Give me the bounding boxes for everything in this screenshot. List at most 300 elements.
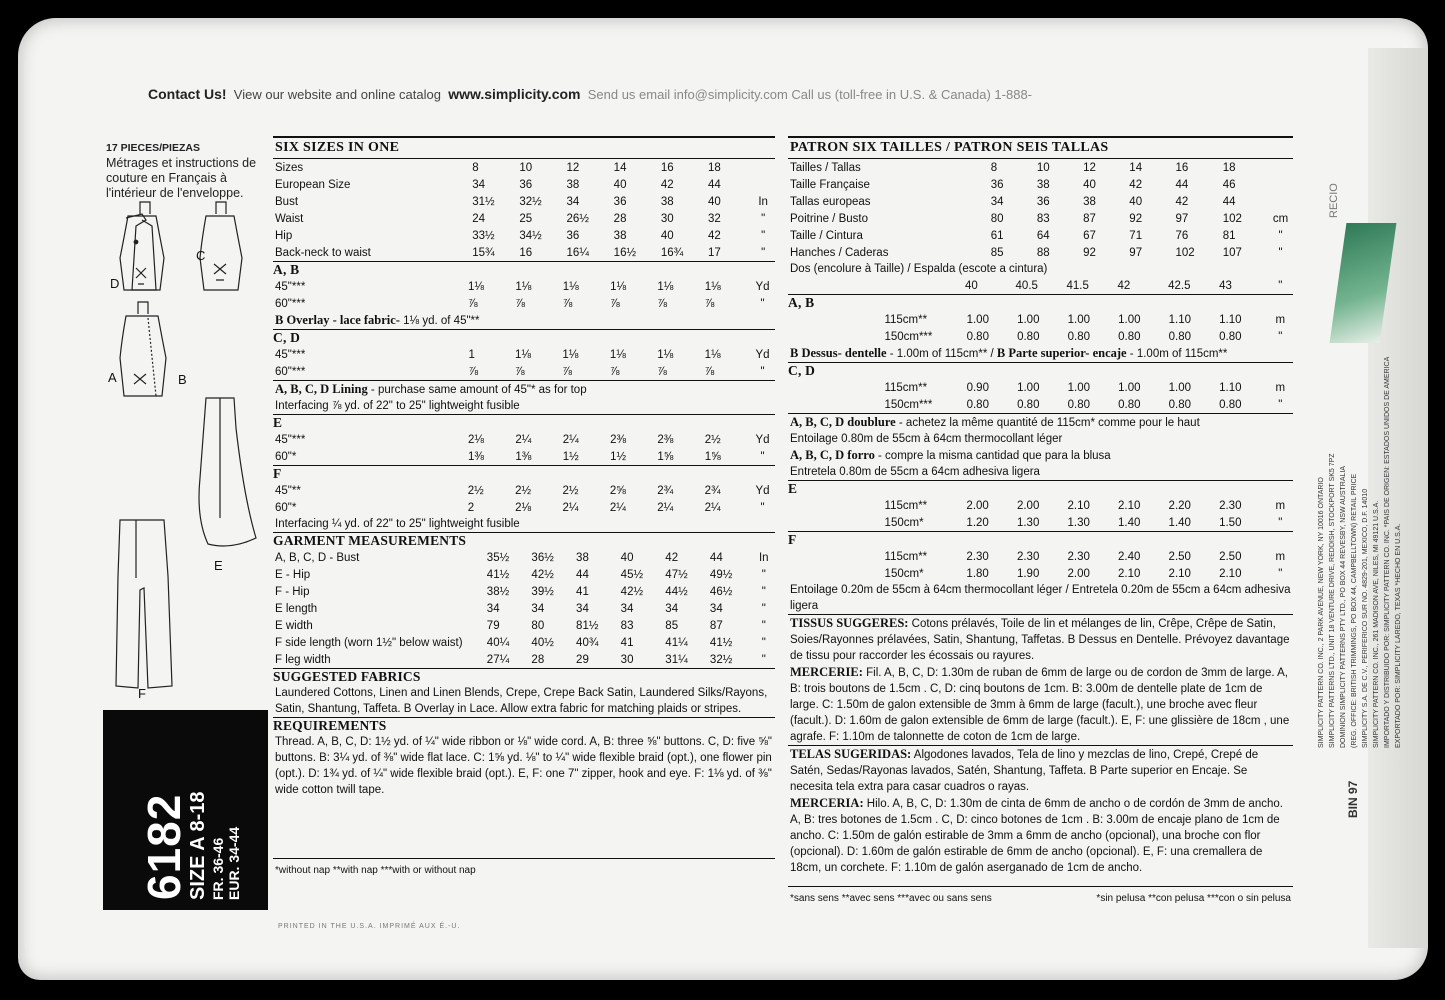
row-label: A, B, C, D - Bust <box>275 551 360 564</box>
row-unit: " <box>761 653 766 666</box>
row-value: 0.80 <box>1067 330 1090 343</box>
contact-text: View our website and online catalog <box>233 87 441 102</box>
dos-value: 42.5 <box>1168 279 1191 292</box>
row-value: 0.80 <box>1219 398 1242 411</box>
en-lining-interfacing: Interfacing ⅞ yd. of 22" to 25" lightweight fusible <box>275 400 520 412</box>
row-value: 36 <box>566 229 580 242</box>
row-unit: " <box>1278 229 1283 242</box>
row-value: 44 <box>576 568 589 581</box>
row-label: 115cm** <box>884 499 928 512</box>
row-value: 1.10 <box>1219 313 1242 326</box>
view-a-label: A <box>108 370 117 385</box>
fr-mercerie-text: Fil. A, B, C, D: 1.30m de ruban de 6mm de large ou de cordon de 3mm de large. A, B: trois boutons de 1.5cm . C, D: cinq boutons de 1cm. B: 3.00m de dentelle plate de 1cm de large. C: 1.50m de galon extensible de 3mm à 6mm de large (facult.), une broche avec fleur (facult.). D: 1.60m de galon extensible de 6mm de large (facult.). E, F: une glissière de 18cm , une agrafe. F: 1.10m de talonnette de coton de 1cm de large. <box>790 667 1290 743</box>
row-value: ⅞ <box>704 297 715 310</box>
row-value: 2.30 <box>1016 550 1040 563</box>
row-value: 47½ <box>665 568 688 581</box>
en-e-title: E <box>273 415 283 430</box>
row-value: 1.20 <box>966 516 989 529</box>
row-value: 1.10 <box>1168 313 1192 326</box>
row-value: 2.10 <box>1168 567 1191 580</box>
fr-cd-table <box>788 379 1293 413</box>
indent-cell <box>788 548 883 565</box>
table-row <box>788 176 1293 193</box>
en-overlay-title: B Overlay - lace fabric- <box>275 313 400 327</box>
row-unit: " <box>760 297 765 310</box>
row-value: 1⅜ <box>515 450 532 463</box>
row-value: 1.50 <box>1219 516 1242 529</box>
row-value: 29 <box>576 653 589 666</box>
printed-in: PRINTED IN THE U.S.A. IMPRIMÉ AUX É.-U. <box>278 923 461 930</box>
row-value: 1½ <box>562 450 579 463</box>
en-overlay-text: 1⅛ yd. of 45"** <box>399 315 480 327</box>
row-value: ⅞ <box>514 365 525 378</box>
row-value: 34 <box>709 602 723 615</box>
table-row <box>788 514 1293 531</box>
publisher-address-line: SIMPLICITY PATTERN CO. INC., 261 MADISON AVE, NILES, MI 49121 U.S.A. <box>1373 500 1380 748</box>
table-row <box>273 193 775 210</box>
row-label: Hanches / Caderas <box>790 246 889 259</box>
row-value: 41 <box>620 636 634 649</box>
row-value: 31½ <box>472 195 495 208</box>
row-value: 97 <box>1175 212 1189 225</box>
row-value: 2⅛ <box>468 433 485 446</box>
dos-value: 43 <box>1219 279 1232 292</box>
publisher-address-line: EXPORTADO POR: SIMPLICITY LAREDO, TEXAS *HECHO EN U.S.A. <box>1395 523 1402 748</box>
es-merceria-title: MERCERIA: <box>790 796 864 810</box>
table-row <box>273 244 775 261</box>
row-label: Poitrine / Busto <box>790 212 868 225</box>
en-f-table <box>273 482 775 516</box>
row-value: 0.80 <box>1017 398 1040 411</box>
row-value: 34 <box>472 178 486 191</box>
row-label: 150cm*** <box>884 398 933 411</box>
es-footnote: *sin pelusa **con pelusa ***con o sin pelusa <box>1096 893 1291 904</box>
table-row <box>273 549 775 566</box>
en-cd-title: C, D <box>273 330 301 345</box>
row-value: 61 <box>990 229 1004 242</box>
row-value: 2.30 <box>966 550 989 563</box>
row-label: Sizes <box>275 161 304 174</box>
dos-unit: " <box>1278 279 1283 292</box>
row-value: 2¾ <box>657 484 674 497</box>
row-unit: Yd <box>755 484 770 497</box>
row-unit <box>751 159 775 176</box>
row-value: 0.80 <box>1118 330 1141 343</box>
row-value: 1.80 <box>966 567 989 580</box>
en-f-interfacing: Interfacing ¼ yd. of 22" to 25" lightweight fusible <box>275 518 520 530</box>
table-row <box>273 363 775 380</box>
publisher-address-line: DOMINION SIMPLICITY PATTERNS PTY LTD., PO BOX 44 REVESBY, NSW AUSTRALIA <box>1340 465 1347 748</box>
pattern-size: SIZE A 8-18 <box>187 791 209 900</box>
fr-e-title: E <box>788 481 798 496</box>
row-value: 81 <box>1222 229 1236 242</box>
row-value: 32½ <box>519 195 542 208</box>
table-row <box>273 448 775 465</box>
row-value: 41¼ <box>665 636 688 649</box>
fr-dos-label: Dos (encolure à Taille) / Espalda (escote a cintura) <box>790 263 1048 275</box>
row-unit: Yd <box>755 433 770 446</box>
row-value: 10 <box>1036 161 1050 174</box>
row-value: 1.30 <box>1067 516 1090 529</box>
row-value: 38 <box>576 551 589 564</box>
publisher-address-line: SIMPLICITY PATTERNS LTD., UNIT 18 VENTURE DRIVE, REDDISH, STOCKPORT SK5 7PZ <box>1329 453 1336 748</box>
row-label: E width <box>275 619 313 632</box>
row-value: 80 <box>531 619 545 632</box>
fr-header: PATRON SIX TAILLES / PATRON SEIS TALLAS <box>788 136 1293 159</box>
row-value: 1⅛ <box>704 348 721 361</box>
publisher-address-line: SIMPLICITY PATTERN CO. INC., 2 PARK AVENUE, NEW YORK, NY 10016 ONTARIO <box>1318 477 1325 748</box>
row-value: 40 <box>620 551 634 564</box>
row-label: Hip <box>275 229 293 242</box>
row-value: 0.80 <box>1118 398 1141 411</box>
view-b-label: B <box>178 372 187 387</box>
fr-sizes-table <box>788 159 1293 261</box>
row-value: 2½ <box>562 484 579 497</box>
row-value: 12 <box>566 161 580 174</box>
row-label: 115cm** <box>884 313 928 326</box>
row-value: 36 <box>613 195 627 208</box>
row-value: 81½ <box>576 619 599 632</box>
row-value: 40 <box>1129 195 1143 208</box>
row-value: 2⅜ <box>657 433 674 446</box>
row-value: 2¼ <box>515 433 532 446</box>
envelope-fold <box>1368 48 1428 948</box>
row-value: 1.00 <box>1067 381 1090 394</box>
row-label: 150cm* <box>884 516 924 529</box>
row-value: 92 <box>1083 246 1096 259</box>
table-row <box>273 159 775 176</box>
row-value: 71 <box>1129 229 1143 242</box>
corner-info <box>106 141 271 201</box>
row-value: 2.50 <box>1168 550 1191 563</box>
row-value: 83 <box>1036 212 1050 225</box>
row-unit: " <box>761 568 766 581</box>
row-value: 1.40 <box>1168 516 1191 529</box>
dos-value: 40 <box>964 279 978 292</box>
recio-text: RECIO <box>1328 183 1340 218</box>
row-value: 1⅛ <box>704 280 721 293</box>
row-value: 46 <box>1222 178 1236 191</box>
publisher-address-line: IMPORTADO Y DISTRIBUIDO POR: SIMPLICITY PATTERN CO. INC. *PAIS DE ORIGEN: ESTADOS UNIDOS DE AMERICA <box>1384 356 1391 748</box>
dos-value: 40.5 <box>1015 279 1038 292</box>
en-footnote: *without nap **with nap ***with or without nap <box>275 865 476 876</box>
row-label: Bust <box>275 195 299 208</box>
row-unit <box>1268 176 1293 193</box>
row-value: 2½ <box>515 484 532 497</box>
row-value: 32½ <box>709 653 733 666</box>
row-value: 40 <box>1083 178 1096 191</box>
row-unit: " <box>761 619 766 632</box>
row-value: 34 <box>566 195 580 208</box>
row-value: 2.00 <box>1067 567 1090 580</box>
publisher-address-line: SIMPLICITY S.A. DE C.V., PERIFERICO SUR NO. 4829-201, MEXICO, D.F. 14010 <box>1362 488 1369 748</box>
row-label: 115cm** <box>884 550 928 563</box>
row-value: 1⅜ <box>468 450 485 463</box>
en-f-title: F <box>273 466 282 481</box>
table-row <box>273 499 775 516</box>
row-value: 1⅛ <box>562 348 579 361</box>
view-f-label: F <box>138 686 146 701</box>
row-unit <box>751 176 775 193</box>
row-value: 1⅛ <box>609 348 626 361</box>
row-value: 0.80 <box>1067 398 1090 411</box>
row-label: Waist <box>275 212 304 225</box>
fr-doublure-text: - achetez la même quantité de 115cm* comme pour le haut <box>895 417 1200 429</box>
table-row <box>273 295 775 312</box>
row-value: 35½ <box>486 551 510 564</box>
row-label: Taille / Cintura <box>790 229 863 242</box>
row-label: 150cm*** <box>884 330 933 343</box>
view-c-label: C <box>196 248 206 263</box>
fr-doublure-title: A, B, C, D doublure <box>790 415 896 429</box>
view-e-label: E <box>214 558 223 573</box>
row-value: 2.00 <box>1016 499 1040 512</box>
row-value: 34 <box>990 195 1004 208</box>
row-value: 32 <box>707 212 721 225</box>
row-value: 8 <box>990 161 998 174</box>
row-value: 36 <box>519 178 533 191</box>
row-value: 2½ <box>704 433 721 446</box>
row-value: 2.00 <box>966 499 989 512</box>
row-label: 45"** <box>275 484 301 497</box>
row-value: 44½ <box>665 585 688 598</box>
row-label: 45"*** <box>275 433 306 446</box>
row-value: 39½ <box>531 585 554 598</box>
contact-label: Contact Us! <box>148 86 227 102</box>
row-value: 42 <box>707 229 721 242</box>
row-value: 49½ <box>709 568 733 581</box>
en-fabrics-title: SUGGESTED FABRICS <box>273 669 421 684</box>
fr-cd-title: C, D <box>788 363 816 378</box>
row-value: 2¼ <box>609 501 626 514</box>
row-value: 1.00 <box>1017 313 1040 326</box>
row-value: 2¼ <box>562 433 579 446</box>
row-value: 45½ <box>620 568 644 581</box>
row-value: 28 <box>613 212 627 225</box>
row-label: F leg width <box>275 653 331 666</box>
table-row <box>273 617 775 634</box>
row-value: 67 <box>1083 229 1096 242</box>
row-value: 1 <box>468 348 475 361</box>
fr-entretela1: Entretela 0.80m de 55cm a 64cm adhesiva ligera <box>790 466 1040 478</box>
en-fabrics-text: Laundered Cottons, Linen and Linen Blends, Crepe, Crepe Back Satin, Laundered Silks/Rayons, Satin, Shantung, Taffeta. B Overlay in Lace. Allow extra fabric for matching plaids or stripes. <box>275 687 768 715</box>
row-value: 85 <box>990 246 1004 259</box>
en-req-title: REQUIREMENTS <box>273 718 387 733</box>
row-unit: " <box>760 501 765 514</box>
en-cd-table <box>273 346 775 380</box>
fr-f-title: F <box>788 532 797 547</box>
bin-label: BIN 97 <box>1346 780 1360 818</box>
row-value: 41½ <box>709 636 733 649</box>
row-unit: In <box>758 195 768 208</box>
row-value: 2.10 <box>1067 499 1090 512</box>
row-value: 0.80 <box>966 330 989 343</box>
row-value: 28 <box>531 653 545 666</box>
row-value: 1.00 <box>966 313 989 326</box>
row-value: ⅞ <box>704 365 715 378</box>
row-label: 60"* <box>275 450 297 463</box>
row-value: 1⅛ <box>514 348 531 361</box>
row-value: 40 <box>613 178 627 191</box>
row-value: ⅞ <box>468 365 479 378</box>
row-unit: " <box>1278 516 1283 529</box>
row-unit: m <box>1275 550 1286 563</box>
row-value: 1⅛ <box>657 280 674 293</box>
fr-parte-text: - 1.00m of 115cm** <box>1126 348 1228 360</box>
row-value: ⅞ <box>468 297 478 310</box>
row-value: 42 <box>1175 195 1189 208</box>
row-unit: " <box>1278 246 1283 259</box>
row-value: 16 <box>1175 161 1189 174</box>
row-value: 97 <box>1129 246 1143 259</box>
row-value: 17 <box>707 246 721 259</box>
table-row <box>273 634 775 651</box>
row-value: 44 <box>709 551 723 564</box>
row-value: 1⅝ <box>704 450 721 463</box>
en-sizes-table <box>273 159 775 261</box>
row-value: 31¼ <box>665 653 688 666</box>
table-row <box>273 583 775 600</box>
row-value: 16¼ <box>566 246 589 259</box>
row-value: 42½ <box>620 585 644 598</box>
row-value: 30 <box>660 212 674 225</box>
table-row <box>273 346 775 363</box>
row-value: 14 <box>1129 161 1143 174</box>
row-value: 42 <box>665 551 679 564</box>
row-unit <box>1268 193 1293 210</box>
row-value: 34½ <box>519 229 542 242</box>
row-value: 40½ <box>531 636 554 649</box>
row-value: 0.90 <box>966 381 989 394</box>
indent-cell <box>788 565 883 582</box>
table-row <box>788 396 1293 413</box>
row-value: 107 <box>1222 246 1242 259</box>
row-value: 16¾ <box>660 246 684 259</box>
row-value: 87 <box>709 619 723 632</box>
row-label: F - Hip <box>275 585 310 598</box>
indent-cell <box>788 379 882 396</box>
pieces-count: 17 PIECES/PIEZAS <box>106 142 200 154</box>
es-telas-title: TELAS SUGERIDAS: <box>790 747 912 761</box>
row-value: 18 <box>707 161 721 174</box>
row-value: 1⅛ <box>657 348 674 361</box>
row-value: 88 <box>1036 246 1050 259</box>
row-value: 2½ <box>467 484 484 497</box>
row-value: 1⅛ <box>610 280 627 293</box>
row-unit: Yd <box>755 348 770 361</box>
french-spanish-column <box>788 136 1293 910</box>
row-value: 2⅜ <box>610 433 627 446</box>
technical-drawings <box>106 198 266 718</box>
row-label: Back-neck to waist <box>275 246 371 259</box>
row-value: 85 <box>665 619 679 632</box>
row-value: 1.00 <box>1067 313 1090 326</box>
row-value: ⅞ <box>562 365 572 378</box>
row-value: 2 <box>467 501 475 514</box>
row-value: 2.10 <box>1118 567 1141 580</box>
row-label: Taille Française <box>790 178 870 191</box>
row-value: 44 <box>1175 178 1189 191</box>
indent-cell <box>788 396 882 413</box>
es-merceria-text: Hilo. A, B, C, D: 1.30m de cinta de 6mm de ancho o de cordón de 3mm de ancho. A, B: tres botones de 1.5cm . C, D: cinco botones de 1cm . B: 3.00m de encaje plano de 1cm de ancho. C: 1.50m de galón estirable de 3mm a 6mm de ancho (opcional), una broche con flor (opcional). D: 1.60m de galón estirable de 6mm de ancho (opcional). E, F: una cremallera de 18cm, un corchete. F: 1.10m de galón aserganado de 1cm de ancho. <box>790 798 1283 874</box>
row-value: 41½ <box>486 568 510 581</box>
table-row <box>273 482 775 499</box>
row-value: 42 <box>1129 178 1143 191</box>
row-value: 24 <box>472 212 486 225</box>
row-value: 40¾ <box>576 636 599 649</box>
row-label: E - Hip <box>275 568 311 581</box>
row-unit: cm <box>1272 212 1289 225</box>
en-lining-text: - purchase same amount of 45"* as for top <box>367 384 587 396</box>
row-value: 14 <box>613 161 627 174</box>
pattern-envelope-back <box>18 18 1428 980</box>
row-unit: In <box>758 551 769 564</box>
view-d-label: D <box>110 276 120 291</box>
english-column <box>273 136 775 882</box>
row-value: 102 <box>1222 212 1242 225</box>
row-value: 18 <box>1222 161 1236 174</box>
fr-forro-title: A, B, C, D forro <box>790 448 875 462</box>
row-label: European Size <box>275 178 351 191</box>
row-value: 44 <box>1222 195 1236 208</box>
en-req-text: Thread. A, B, C, D: 1½ yd. of ¼" wide ribbon or ⅛" wide cord. A, B: three ⅝" buttons. C, D: five ⅝" buttons. B: 3¼ yd. of ⅜" wide flat lace. C: 1⅝ yd. ⅛" to ¼" wide flexible braid (opt.), one flower pin (opt.). D: 1¾ yd. of ¼" wide flexible braid (opt.). E, F: one 7" zipper, hook and eye. F: 1⅛ yd. of ⅜" wide cotton twill tape. <box>275 736 773 796</box>
row-unit: m <box>1275 313 1286 326</box>
en-e-table <box>273 431 775 465</box>
row-value: ⅞ <box>657 365 667 378</box>
row-unit: " <box>761 636 766 649</box>
row-value: 38½ <box>486 585 510 598</box>
row-value: 16 <box>519 246 533 259</box>
row-value: 0.80 <box>966 398 989 411</box>
row-value: ⅞ <box>609 365 620 378</box>
french-note: Métrages et instructions de couture en Français à l'intérieur de l'enveloppe. <box>106 156 257 200</box>
row-value: 38 <box>1083 195 1096 208</box>
table-row <box>273 227 775 244</box>
table-row <box>273 278 775 295</box>
row-unit: " <box>761 602 766 615</box>
row-value: 2⅝ <box>609 484 626 497</box>
row-value: 2.30 <box>1067 550 1090 563</box>
row-value: 44 <box>707 178 721 191</box>
row-label: 60"*** <box>275 365 306 378</box>
row-value: 2¼ <box>704 501 721 514</box>
row-label: 60"* <box>275 501 297 514</box>
row-label: F side length (worn 1½" below waist) <box>275 636 463 649</box>
row-label: 45"*** <box>275 280 306 293</box>
table-row <box>788 379 1293 396</box>
row-value: 40¼ <box>486 636 510 649</box>
row-value: 2⅛ <box>515 501 532 514</box>
row-unit: " <box>761 585 766 598</box>
indent-cell <box>788 311 882 328</box>
row-value: ⅞ <box>610 297 620 310</box>
indent-cell <box>788 328 882 345</box>
row-value: 16½ <box>613 246 637 259</box>
row-value: 36 <box>1036 195 1050 208</box>
fr-tissus-text: Cotons prélavés, Toile de lin et mélanges de lin, Crêpe, Crêpe de Satin, Soies/Rayonnes prélavées, Satin, Shantung, Taffetas. B Dessus en Dentelle. Prévoyez davantage de tissu pour raccorder les écossais ou rayures. <box>790 618 1290 662</box>
row-unit: " <box>761 246 766 259</box>
row-label: 115cm** <box>884 381 928 394</box>
row-value: 42½ <box>531 568 554 581</box>
fr-forro-text: - compre la misma cantidad que para la blusa <box>874 450 1111 462</box>
fr-e-table <box>788 497 1293 531</box>
row-value: 2¼ <box>562 501 579 514</box>
row-value: 27¼ <box>486 653 510 666</box>
row-value: 0.80 <box>1168 330 1192 343</box>
contact-url[interactable]: www.simplicity.com <box>448 86 581 102</box>
row-value: 34 <box>665 602 679 615</box>
row-label: 45"*** <box>275 348 306 361</box>
